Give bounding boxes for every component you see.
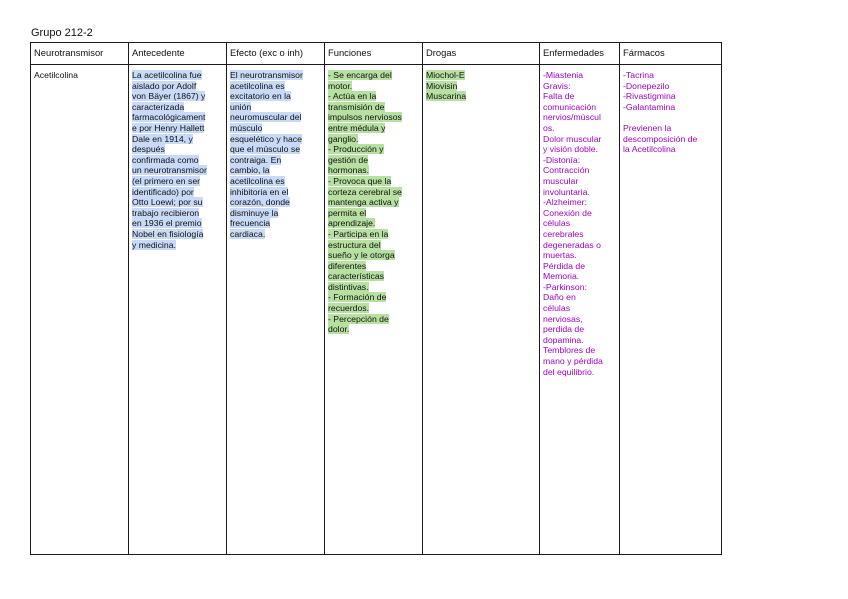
cell-funciones	[325, 65, 423, 555]
header-neurotransmisor: Neurotransmisor	[31, 43, 129, 65]
header-antecedente: Antecedente	[129, 43, 227, 65]
funciones-highlight: - Se encarga del motor. - Actúa en la transmisión de impulsos nerviosos entre médula y ganglio. - Producción y gestión de hormonas. - Provoca que la corteza cerebral se mantenga activa y permita el aprendizaje. - Participa en la estructura del sueño y le otorga diferentes características distintivas. - Formación de recuerdos. - Percepción de dolor.	[328, 70, 402, 335]
drogas-highlight: Miochol-E Miovisin Muscarina	[426, 70, 467, 102]
neurotransmitter-table	[30, 42, 722, 555]
header-enfermedades: Enfermedades	[540, 43, 620, 65]
efecto-highlight: El neurotransmisor acetilcolina es excitatorio en la unión neuromuscular del músculo esquelético y hace que el músculo se contraiga. En cambio, la acetilcolina es inhibitoria en el corazón, donde disminuye la frecuencia cardiaca.	[230, 70, 303, 239]
neurotransmisor-text: Acetilcolina	[34, 70, 78, 80]
cell-efecto	[227, 65, 325, 555]
header-farmacos: Fármacos	[620, 43, 722, 65]
enfermedades-text: -Miastenia Gravis: Falta de comunicación nervios/múscul os. Dolor muscular y visión doble. -Distonía: Contracción muscular involuntaria. -Alzheimer: Conexión de células cerebrales degeneradas o muertas. Pérdida de Memoria. -Parkinson: Daño en células nerviosas, perdida de dopamina. Temblores de mano y pérdida del equilibrio.	[543, 70, 603, 377]
efecto-text	[230, 70, 321, 240]
header-efecto: Efecto (exc o inh)	[227, 43, 325, 65]
antecedente-text	[132, 70, 223, 250]
group-title: Grupo 212-2	[31, 27, 93, 39]
drogas-text	[426, 70, 536, 102]
cell-enfermedades	[540, 65, 620, 555]
cell-drogas	[423, 65, 540, 555]
header-funciones: Funciones	[325, 43, 423, 65]
header-drogas: Drogas	[423, 43, 540, 65]
farmacos-text: -Tacrina -Donepezilo -Rivastigmina -Galantamina Previenen la descomposición de la Acetilcolina	[623, 70, 698, 155]
table-header-row	[31, 43, 722, 65]
table-row	[31, 65, 722, 555]
antecedente-highlight: La acetilcolina fue aislado por Adolf von Bäyer (1867) y caracterizada farmacológicament e por Henry Hallett Dale en 1914, y después confirmada como un neurotransmisor (el primero en ser identificado) por Otto Loewi; por su trabajo recibieron en 1936 el premio Nobel en fisiología y medicina.	[132, 70, 207, 250]
cell-neurotransmisor	[31, 65, 129, 555]
funciones-text	[328, 70, 419, 335]
cell-antecedente	[129, 65, 227, 555]
cell-farmacos	[620, 65, 722, 555]
